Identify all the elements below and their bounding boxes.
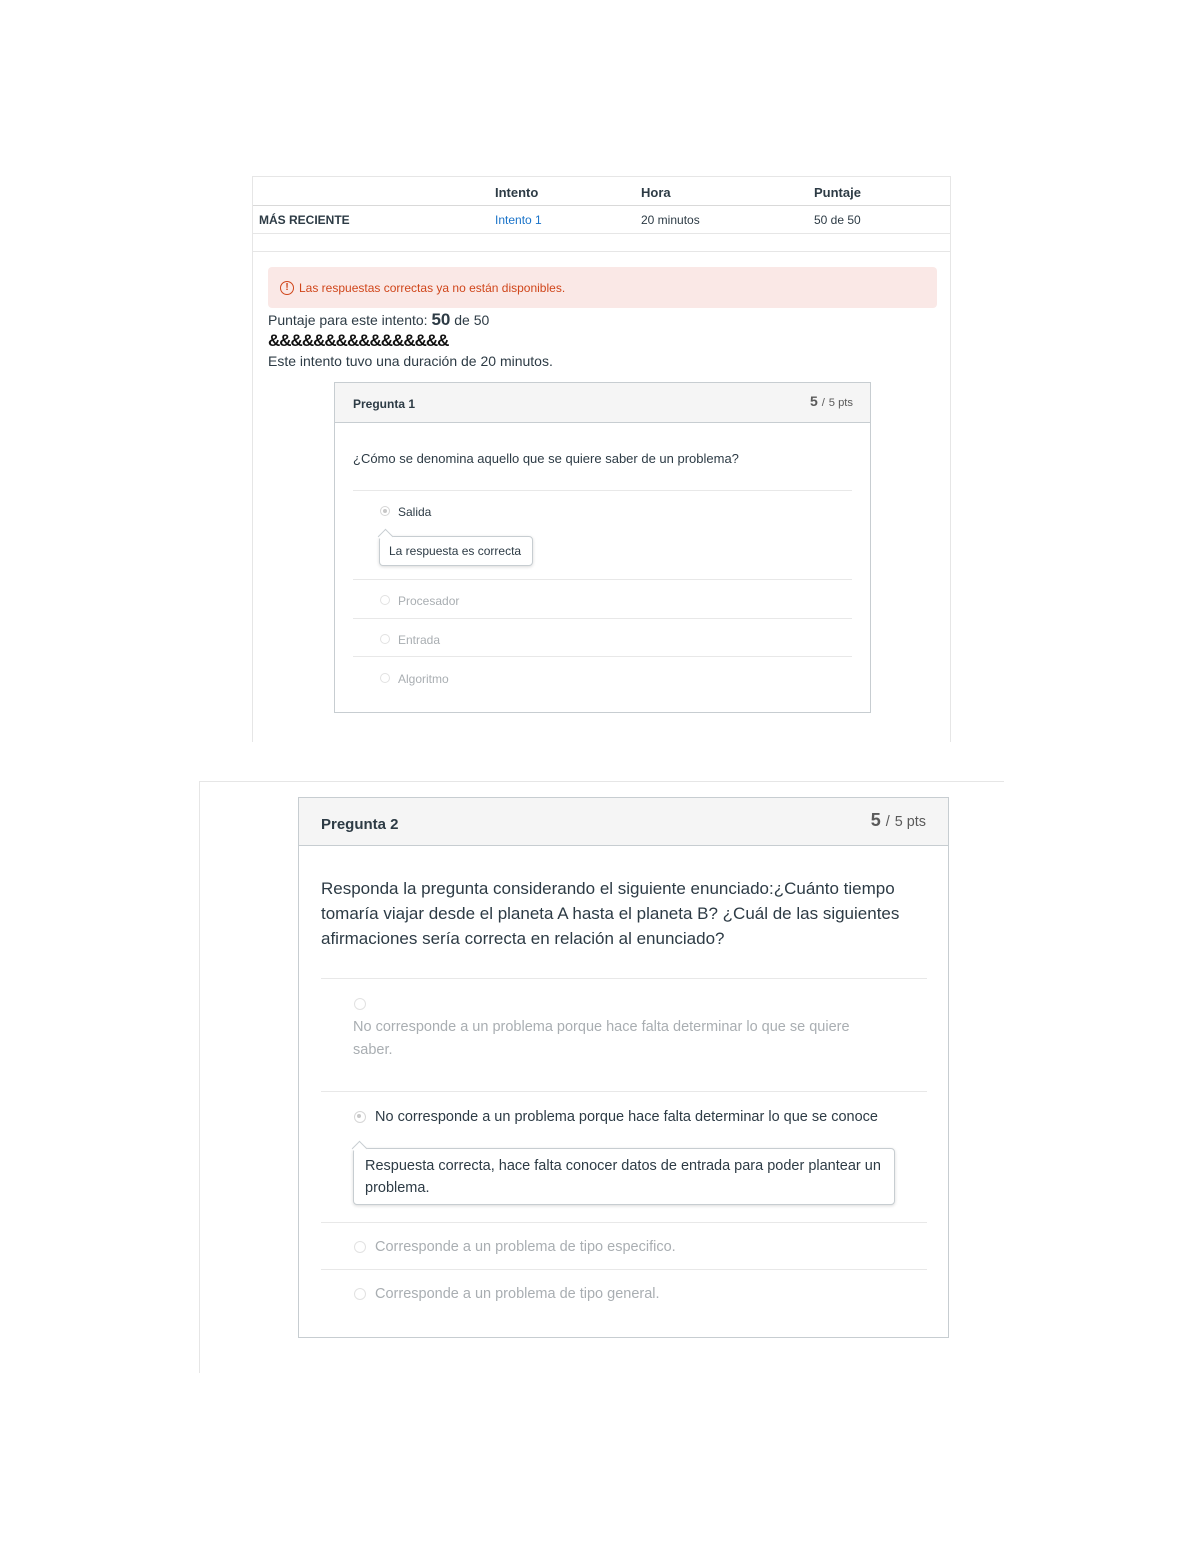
question-title: Pregunta 2 xyxy=(321,816,399,833)
answer-radio[interactable] xyxy=(354,998,366,1010)
answer-option[interactable]: Corresponde a un problema de tipo especifico. xyxy=(375,1239,676,1255)
answer-option[interactable]: Corresponde a un problema de tipo general. xyxy=(375,1286,660,1302)
question-text: ¿Cómo se denomina aquello que se quiere saber de un problema? xyxy=(353,451,739,466)
answer-option[interactable]: Entrada xyxy=(398,633,441,647)
attempts-table xyxy=(253,176,950,252)
answer-option[interactable]: No corresponde a un problema porque hace falta determinar lo que se quiere saber. xyxy=(353,1019,850,1058)
feedback-text: Respuesta correcta, hace falta conocer datos de entrada para poder plantear un problema. xyxy=(365,1158,881,1196)
divider xyxy=(321,1222,927,1223)
answer-option[interactable]: Procesador xyxy=(398,594,460,608)
answer-radio[interactable] xyxy=(380,673,390,683)
answers-unavailable-alert xyxy=(268,267,937,308)
question-title: Pregunta 1 xyxy=(353,397,416,411)
question-header xyxy=(299,798,948,846)
quiz-results-panel-1 xyxy=(252,176,951,742)
column-header-time: Hora xyxy=(641,185,671,200)
quiz-results-panel-2 xyxy=(199,781,1004,1373)
question-points: 5 / 5 pts xyxy=(870,810,926,830)
divider xyxy=(353,656,852,657)
warning-circle-icon: ! xyxy=(280,281,294,295)
feedback-text: La respuesta es correcta xyxy=(389,544,522,558)
points-earned: 5 xyxy=(870,810,881,830)
answer-radio[interactable] xyxy=(380,595,390,605)
attempt-score-summary xyxy=(268,310,489,330)
divider xyxy=(321,1269,927,1270)
answer-option[interactable]: No corresponde a un problema porque hace falta determinar lo que se conoce xyxy=(375,1109,878,1125)
divider xyxy=(253,251,950,252)
attempt-time: 20 minutos xyxy=(641,213,700,227)
points-earned: 5 xyxy=(810,393,818,409)
attempt-score: 50 de 50 xyxy=(814,213,861,227)
question-points: 5 / 5 pts xyxy=(810,393,853,409)
table-row xyxy=(253,206,950,234)
question-card-2 xyxy=(298,797,949,1338)
answer-feedback-tooltip xyxy=(353,1148,895,1205)
score-suffix: de 50 xyxy=(454,312,490,328)
attempts-table-header xyxy=(253,176,950,206)
answer-radio[interactable] xyxy=(380,634,390,644)
row-label: MÁS RECIENTE xyxy=(259,213,350,227)
divider xyxy=(321,1091,927,1092)
question-header xyxy=(335,383,870,423)
points-total: 5 pts xyxy=(828,397,853,409)
divider xyxy=(353,579,852,580)
question-text: Responda la pregunta considerando el siguiente enunciado:¿Cuánto tiempo tomaría viajar desde el planeta A hasta el planeta B? ¿Cuál de las siguientes afirmaciones sería correcta en relación al enunciado? xyxy=(321,879,900,948)
answer-radio[interactable] xyxy=(354,1241,366,1253)
column-header-score: Puntaje xyxy=(814,185,861,200)
divider xyxy=(353,490,852,491)
question-card-1 xyxy=(334,382,871,713)
answer-option[interactable]: Algoritmo xyxy=(398,672,449,686)
column-header-attempt: Intento xyxy=(495,185,539,200)
attempt-duration: Este intento tuvo una duración de 20 minutos. xyxy=(268,353,553,369)
alert-text: Las respuestas correctas ya no están disponibles. xyxy=(299,280,566,295)
score-value: 50 xyxy=(431,310,451,329)
divider xyxy=(353,618,852,619)
points-total: 5 pts xyxy=(894,814,926,830)
garbled-text-line: &&&&&&&&&&&&&&&& xyxy=(268,331,449,350)
answer-feedback-tooltip xyxy=(379,536,533,566)
divider xyxy=(321,978,927,979)
attempt-link[interactable]: Intento 1 xyxy=(495,213,542,227)
answer-option[interactable]: Salida xyxy=(398,505,432,519)
score-label: Puntaje para este intento: xyxy=(268,312,428,328)
answer-radio-selected[interactable] xyxy=(380,506,390,516)
answer-radio[interactable] xyxy=(354,1288,366,1300)
answer-radio-selected[interactable] xyxy=(354,1111,366,1123)
